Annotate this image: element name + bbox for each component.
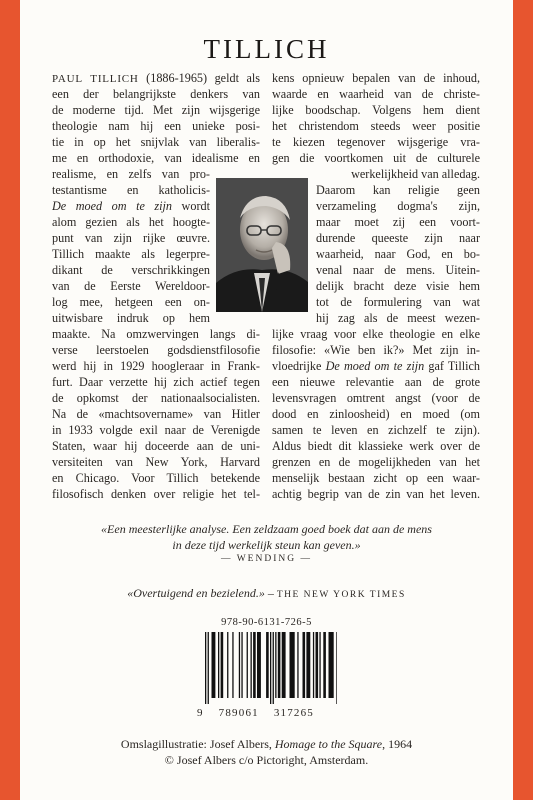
barcode-bar [232,632,233,698]
text-line: theologie nam hij een unieke posi- [52,119,260,133]
text-fragment: PAUL TILLICH [52,73,139,85]
barcode-digit-lead: 9 [197,707,204,719]
text-line: uitwisbare indruk op hem [52,311,210,325]
barcode-bar [323,632,326,698]
text-line: Daarom kan religie geen [316,183,480,197]
review-dash: – [264,586,277,600]
barcode-bar [290,632,295,698]
text-line: de opkomst der nationaalsocialisten. [52,391,260,405]
text-line: het christendom steeds weer positie [272,119,480,133]
barcode-bar [205,632,206,704]
text-line: venal naar de mens. Uitein- [316,263,480,277]
text-line: hij zag als de meest wezen- [316,311,480,325]
text-line: log mee, hetgeen een on- [52,295,210,309]
text-line: verse leerstoelen godsdienstfilosofie [52,343,260,357]
text-line: versiteiten van New York, Harvard [52,455,260,469]
review-source-nyt: THE NEW YORK TIMES [276,590,406,600]
barcode-bar [227,632,228,698]
text-fragment: vloedrijke [272,359,326,373]
text-line: van de Eerste Wereldoor- [52,279,210,293]
barcode-bar [316,632,319,698]
text-line: een nieuwe relevantie aan de grote [272,375,480,389]
barcode-bar [306,632,310,698]
text-line: tie in op het snijvlak van liberalis- [52,135,260,149]
barcode-bar [218,632,219,698]
text-line: Aldus biedt dit klassieke werk over de [272,439,480,453]
author-portrait-image [216,178,308,312]
barcode-bar [239,632,240,698]
barcode-bar [319,632,320,698]
text-line: maar moet zij een voort- [316,215,480,229]
barcode-digits-right: 317265 [273,707,315,719]
text-line: dood en zinloosheid) en moed (om [272,407,480,421]
barcode-bar [303,632,306,698]
review-quote-wending [60,521,473,553]
text-line: te kiezen tegenover wijsgerige vra- [272,135,480,149]
isbn-number: 978-90-6131-726-5 [221,617,312,628]
barcode [197,632,337,704]
text-fragment: De moed om te zijn [325,359,425,373]
text-line: durende queeste zijn naar [316,231,480,245]
barcode-bar [275,632,276,698]
cover-credit-line-1 [0,736,533,752]
barcode-bar [257,632,261,698]
review-source-wending: — WENDING — [221,554,312,564]
text-line: Staten, waar hij doceerde aan de uni- [52,439,260,453]
cover-credit-line-2: © Josef Albers c/o Pictoright, Amsterdam. [164,753,369,767]
barcode-bar [282,632,286,698]
text-fragment: wordt [172,199,210,213]
text-line: furt. Daar verzette hij zich actief tegen [52,375,260,389]
text-line: menselijk bestaan zicht op een waar- [272,471,480,485]
credit-work-title: Homage to the Square [274,737,383,751]
text-line: werkelijkheid van alledag. [351,167,480,181]
barcode-bar [241,632,242,698]
text-line: filosofie: «Wie ben ik?» Met zijn in- [272,343,480,357]
text-line: realisme, en zelfs van pro- [52,167,210,181]
text-fragment: gaf Tillich [424,359,480,373]
text-line: testantisme en katholicis- [52,183,210,197]
barcode-bar [329,632,334,698]
text-line: levensvragen omtrent angst (voor de [272,391,480,405]
text-line: de moderne tijd. Met zijn wijsgerige [52,103,260,117]
text-line: waarde en waarheid van de christe- [272,87,480,101]
author-portrait [216,178,308,312]
text-line: delijk bracht deze visie hem [316,279,480,293]
text-line: waarheid, naar God, en bo- [316,247,480,261]
barcode-digits-left: 789061 [218,707,259,719]
text-line: lijke vraag voor elke theologie en elke [272,327,480,341]
review-quote-line-2: in deze tijd werkelijk steun kan geven.» [172,538,361,552]
text-line: filosofisch denken over religie het tel- [52,487,260,501]
text-line: een der belangrijkste denkers van [52,87,260,101]
text-fragment: De moed om te zijn [52,199,173,213]
text-line: gen die voortkomen uit de culturele [272,151,480,165]
text-line: me en orthodoxie, van idealisme en [52,151,260,165]
book-title: TILLICH [203,34,330,64]
barcode-bar [208,632,209,704]
review-quote-line-1: «Een meesterlijke analyse. Een zeldzaam goed boek dat aan de mens [101,522,432,536]
text-line [52,70,260,86]
text-line: kens opnieuw bepalen van de inhoud, [272,71,480,85]
text-line: achtig begrip van de zin van het leven. [272,487,480,501]
text-line: lijke boodschap. Volgens hem dient [272,103,480,117]
text-line: Na de «machtsovername» van Hitler [52,407,260,421]
barcode-bar [270,632,271,704]
text-line: punt van zijn rijke œuvre. [52,231,210,245]
cover-credit [0,736,533,768]
right-orange-edge [513,0,533,800]
text-line: tot de formulering van wat [316,295,480,309]
barcode-bar [266,632,269,698]
review-quote-nyt [0,586,533,601]
text-line: werd hij in 1929 hoogleraar in Frank- [52,359,260,373]
text-fragment: (1886-1965) geldt als [138,71,260,85]
credit-prefix: Omslagillustratie: Josef Albers, [120,737,275,751]
barcode-bar [253,632,256,698]
barcode-bar [313,632,314,698]
barcode-bar [297,632,298,698]
barcode-bar [212,632,216,698]
barcode-bar [336,632,337,704]
left-orange-edge [0,0,20,800]
text-line: en Chicago. Voor Tillich betekende [52,471,260,485]
text-line: verzameling dogma's zijn, [316,199,480,213]
barcode-bar [273,632,274,704]
text-line: maakte. Na omzwervingen langs di- [52,327,260,341]
barcode-bar [251,632,252,698]
credit-suffix: , 1964 [382,737,413,751]
text-line: Tillich maakte als legerpre- [52,247,210,261]
barcode-bar [221,632,224,698]
text-line: grenzen en de mogelijkheden van het [272,455,480,469]
review-quote-nyt-text: «Overtuigend en bezielend.» [127,586,265,600]
text-line: dikant de verschrikkingen [52,263,210,277]
barcode-digits [197,707,337,719]
text-line: in 1933 volgde exil naar de Verenigde [52,423,260,437]
text-line [52,198,210,214]
barcode-bar [278,632,281,698]
text-line [272,358,480,374]
text-line: samen te leven en zichzelf te zijn). [272,423,480,437]
text-line: alom gezien als het hoogte- [52,215,210,229]
barcode-bar [247,632,248,698]
